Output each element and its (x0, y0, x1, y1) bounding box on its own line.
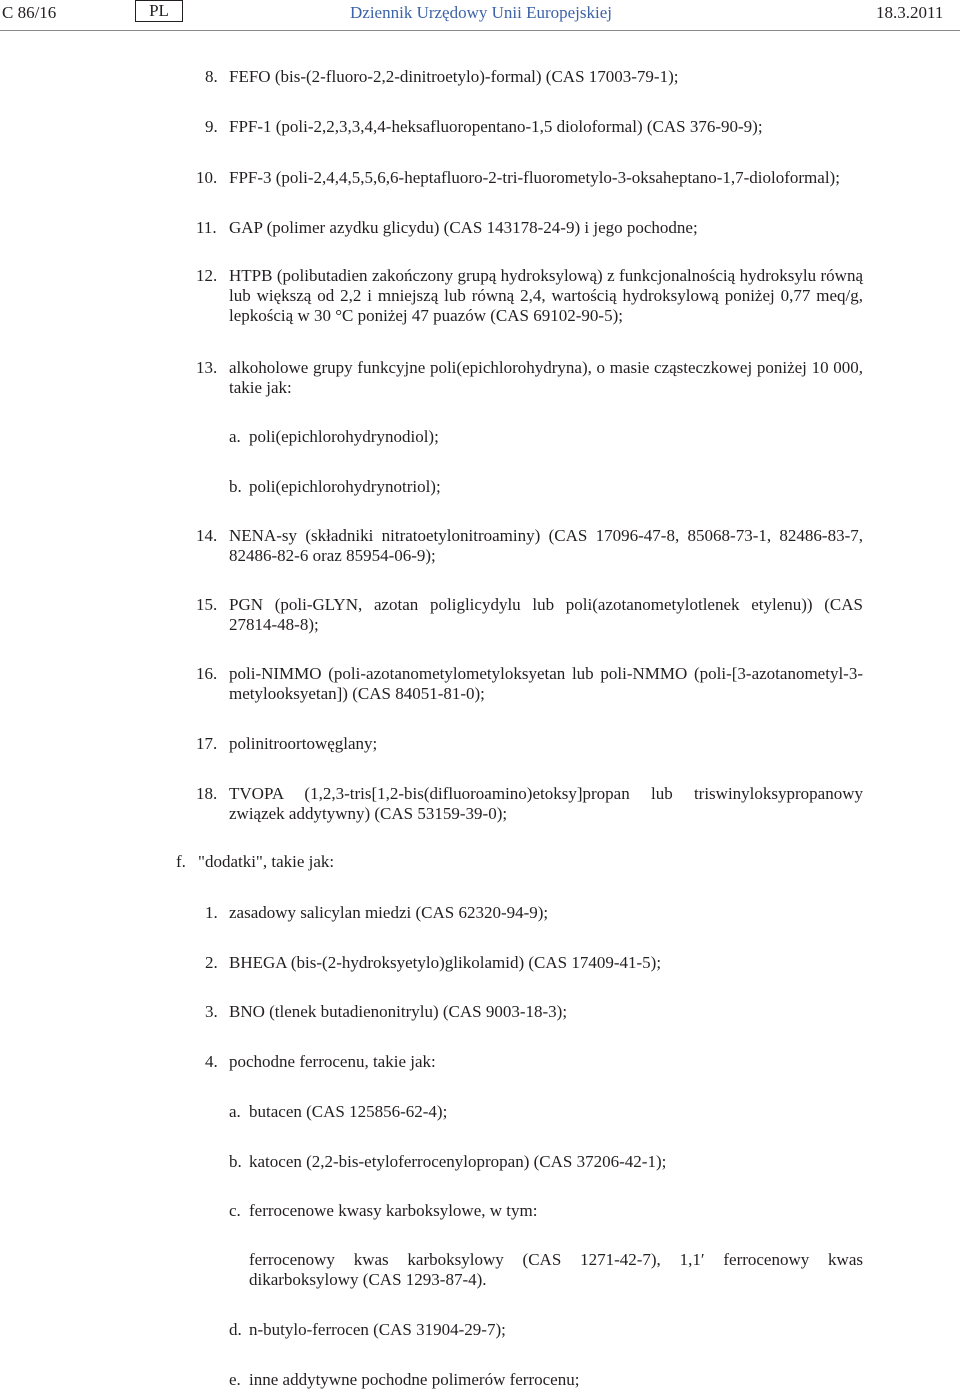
item-text: poli-NIMMO (poli-azotanometylometyloksyetan lub poli-NMMO (poli-[3-azotanometyl-3-metylooksyetan]) (CAS 84051-81-0); (229, 664, 863, 703)
item-text: TVOPA (1,2,3-tris[1,2-bis(difluoroamino)etoksy]propan lub triswinyloksypropanowy związek addytywny) (CAS 53159-39-0); (229, 784, 863, 823)
item-text: FPF-1 (poli-2,2,3,3,4,4-heksafluoropentano-1,5 dioloformal) (CAS 376-90-9); (229, 117, 763, 136)
item-text: ferrocenowy kwas karboksylowy (CAS 1271-42-7), 1,1′ ferrocenowy kwas dikarboksylowy (CAS 1293-87-4). (249, 1250, 863, 1289)
item-text: poli(epichlorohydrynodiol); (249, 427, 439, 446)
journal-title: Dziennik Urzędowy Unii Europejskiej (350, 3, 613, 22)
item-number: 15. (196, 595, 218, 614)
page-reference: C 86/16 (2, 3, 57, 22)
item-text: pochodne ferrocenu, takie jak: (229, 1052, 436, 1071)
item-number: 13. (196, 358, 218, 377)
page-header (0, 0, 960, 32)
item-number: 17. (196, 734, 218, 753)
item-number: 8. (205, 67, 218, 86)
section-heading: "dodatki", takie jak: (198, 852, 335, 871)
item-text: NENA-sy (składniki nitratoetylonitroaminy) (CAS 17096-47-8, 85068-73-1, 82486-83-7, 82486-82-6 oraz 85954-06-9); (229, 526, 863, 565)
item-text: FPF-3 (poli-2,4,4,5,5,6,6-heptafluoro-2-tri-fluorometylo-3-oksaheptano-1,7-dioloformal); (229, 168, 840, 187)
item-number: 10. (196, 168, 218, 187)
item-number: 18. (196, 784, 218, 803)
item-number: 3. (205, 1002, 218, 1021)
item-number: 12. (196, 266, 218, 285)
item-text: HTPB (polibutadien zakończony grupą hydroksylową) z funkcjonalnością hydroksylu równą lub większą od 2,2 i mniejszą lub równą 2,4, wartością hydroksylową poniżej 0,77 meq/g, lepkością w 30 °C poniżej 47 puazów (CAS 69102-90-5); (229, 266, 863, 325)
item-number: 1. (205, 903, 218, 922)
item-letter: d. (229, 1320, 242, 1339)
item-text: BNO (tlenek butadienonitrylu) (CAS 9003-18-3); (229, 1002, 568, 1021)
item-text: butacen (CAS 125856-62-4); (249, 1102, 448, 1121)
item-text: ferrocenowe kwasy karboksylowe, w tym: (249, 1201, 538, 1220)
publication-date: 18.3.2011 (876, 3, 944, 22)
item-number: 9. (205, 117, 218, 136)
item-text: FEFO (bis-(2-fluoro-2,2-dinitroetylo)-formal) (CAS 17003-79-1); (229, 67, 679, 86)
item-text: polinitroortowęglany; (229, 734, 378, 753)
item-letter: b. (229, 477, 242, 496)
language-badge: PL (135, 0, 183, 22)
item-text: n-butylo-ferrocen (CAS 31904-29-7); (249, 1320, 506, 1339)
item-letter: a. (229, 427, 241, 446)
item-letter: e. (229, 1370, 241, 1389)
item-text: katocen (2,2-bis-etyloferrocenylopropan) (CAS 37206-42-1); (249, 1152, 667, 1171)
item-letter: c. (229, 1201, 241, 1220)
item-number: 2. (205, 953, 218, 972)
item-letter: a. (229, 1102, 241, 1121)
item-text: alkoholowe grupy funkcyjne poli(epichlorohydryna), o masie cząsteczkowej poniżej 10 000, takie jak: (229, 358, 863, 397)
item-text: poli(epichlorohydrynotriol); (249, 477, 441, 496)
item-text: inne addytywne pochodne polimerów ferrocenu; (249, 1370, 580, 1389)
item-text: zasadowy salicylan miedzi (CAS 62320-94-9); (229, 903, 549, 922)
item-number: 16. (196, 664, 218, 683)
item-letter: b. (229, 1152, 242, 1171)
item-number: 11. (196, 218, 217, 237)
header-divider (0, 30, 960, 31)
item-text: GAP (polimer azydku glicydu) (CAS 143178-24-9) i jego pochodne; (229, 218, 698, 237)
item-text: PGN (poli-GLYN, azotan poliglicydylu lub poli(azotanometylotlenek etylenu)) (CAS 27814-48-8); (229, 595, 863, 634)
item-number: 14. (196, 526, 218, 545)
item-text: BHEGA (bis-(2-hydroksyetylo)glikolamid) (CAS 17409-41-5); (229, 953, 662, 972)
section-letter: f. (176, 852, 186, 871)
item-number: 4. (205, 1052, 218, 1071)
